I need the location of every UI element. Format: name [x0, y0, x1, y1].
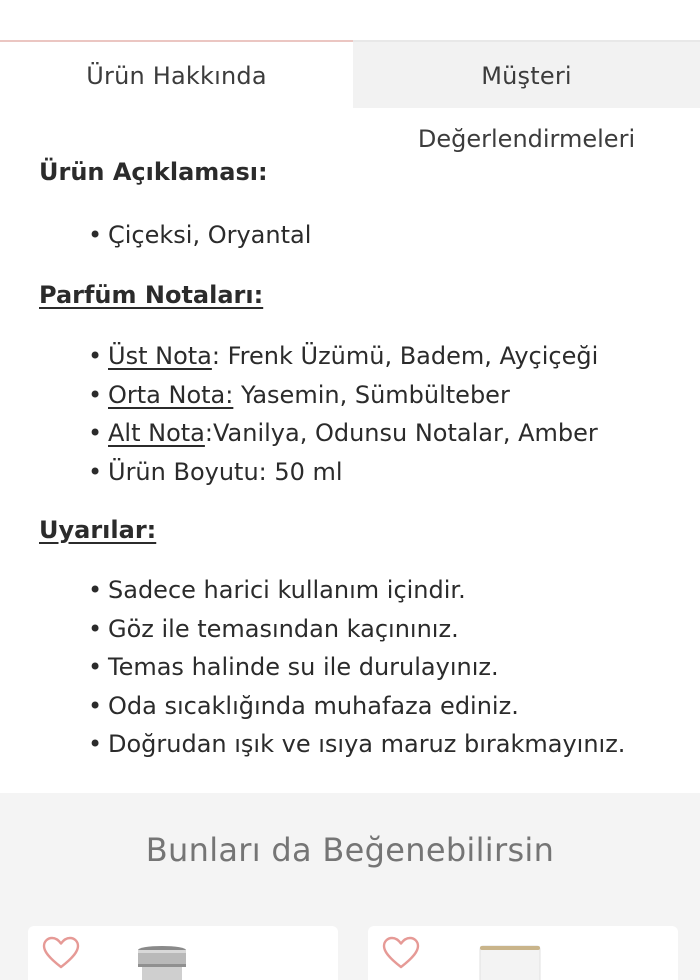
warnings-title: Uyarılar:	[39, 516, 157, 544]
tab-product-info[interactable]	[0, 40, 353, 108]
product-card[interactable]	[28, 926, 338, 980]
tab-product-info-label: Ürün Hakkında	[86, 62, 267, 90]
top-strip	[0, 0, 700, 40]
list-item: • Orta Nota: Yasemin, Sümbülteber	[88, 380, 510, 409]
suggestions-section	[0, 793, 700, 980]
tab-customer-reviews[interactable]	[353, 40, 700, 108]
list-item: • Alt Nota:Vanilya, Odunsu Notalar, Amber	[88, 419, 598, 447]
list-item: • Çiçeksi, Oryantal	[88, 221, 312, 249]
description-title: Ürün Açıklaması:	[39, 158, 268, 186]
cream-tube-icon	[474, 944, 546, 980]
heart-outline-icon[interactable]	[382, 936, 420, 970]
heart-outline-icon[interactable]	[42, 936, 80, 970]
cosmetic-jar-icon	[132, 944, 192, 980]
list-item: • Üst Nota: Frenk Üzümü, Badem, Ayçiçeği	[88, 342, 599, 370]
list-item: • Doğrudan ışık ve ısıya maruz bırakmayınız.	[88, 730, 626, 758]
list-item: • Sadece harici kullanım içindir.	[88, 576, 466, 604]
notes-title: Parfüm Notaları:	[39, 281, 264, 309]
note-key: Alt Nota	[108, 419, 205, 447]
product-tabs	[0, 40, 700, 108]
tab-customer-reviews-label-line2[interactable]: Değerlendirmeleri	[417, 125, 636, 153]
list-item: • Temas halinde su ile durulayınız.	[88, 653, 499, 681]
product-card[interactable]	[368, 926, 678, 980]
list-item: • Oda sıcaklığında muhafaza ediniz.	[88, 691, 519, 720]
description-list	[88, 216, 311, 255]
list-item: • Göz ile temasından kaçınınız.	[88, 614, 459, 643]
warnings-list	[88, 571, 625, 764]
note-key: Üst Nota	[108, 342, 212, 370]
tab-customer-reviews-label: Müşteri	[481, 62, 572, 90]
notes-list	[88, 337, 598, 491]
list-item: • Ürün Boyutu: 50 ml	[88, 457, 343, 486]
note-key: Orta Nota:	[108, 380, 234, 409]
suggestions-title: Bunları da Beğenebilirsin	[145, 831, 555, 869]
